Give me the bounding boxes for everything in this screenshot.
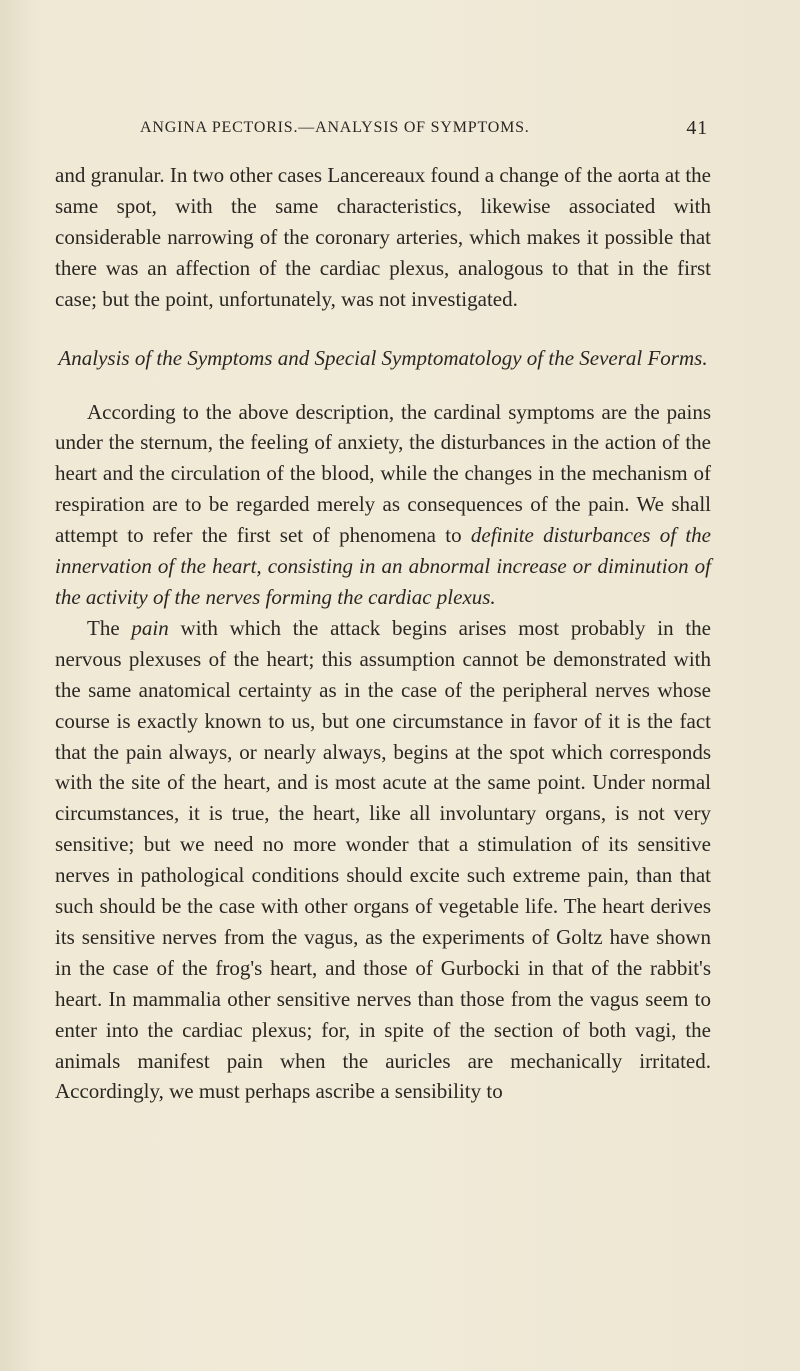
body-text bbox=[55, 160, 711, 1107]
section-heading: Analysis of the Symptoms and Special Symptomatology of the Several Forms. bbox=[58, 345, 708, 370]
running-title: ANGINA PECTORIS.—ANALYSIS OF SYMPTOMS. bbox=[140, 119, 530, 136]
paragraph-text: with which the attack begins arises most probably in the nervous plexuses of the heart; this assumption cannot be demonstrated with the same anatomical certainty as in the case of the peripheral nerves whose course is exactly known to us, but one circumstance in favor of it is the fact that the pain always, or nearly always, begins at the spot which corresponds with the site of the heart, and is most acute at the same point. Under normal circumstances, it is true, the heart, like all involuntary organs, is not very sensitive; but we need no more wonder that a stimulation of its sensitive nerves in pathological conditions should excite such extreme pain, than that such should be the case with other organs of vegetable life. The heart derives its sensitive nerves from the vagus, as the experiments of Goltz have shown in the case of the frog's heart, and those of Gurbocki in that of the rabbit's heart. In mammalia other sensitive nerves than those from the vagus seem to enter into the cardiac plexus; for, in spite of the section of both vagi, the animals manifest pain when the auricles are mechanically irritated. Accordingly, we must perhaps ascribe a sensibility to bbox=[55, 615, 711, 1104]
emphasized-word: pain bbox=[131, 615, 169, 640]
emphasized-text: definite disturbances of the innervation of the heart, consisting in an abnormal increase or diminution of the activity of the nerves forming the cardiac plexus. bbox=[55, 523, 712, 609]
page-number: 41 bbox=[686, 117, 708, 139]
paragraph-pain bbox=[55, 613, 711, 1108]
paragraph-text: The bbox=[87, 615, 132, 640]
paragraph-continued: and granular. In two other cases Lancereaux found a change of the aorta at the same spot, with the same characteristics, likewise associated with considerable narrowing of the coronary arteries, which makes it possible that there was an affection of the cardiac plexus, analogous to that in the first case; but the point, unfortunately, was not investigated. bbox=[55, 163, 711, 311]
page-header bbox=[140, 117, 708, 147]
paragraph-text: According to the above description, the cardinal symptoms are the pains under the sternum, the feeling of anxiety, the disturbances in the action of the heart and the circulation of the blood, while the changes in the mechanism of respiration are to be regarded merely as consequences of the pain. We shall attempt to refer the first set of phenomena to bbox=[55, 399, 711, 548]
paragraph-cardinal-symptoms bbox=[55, 397, 711, 613]
